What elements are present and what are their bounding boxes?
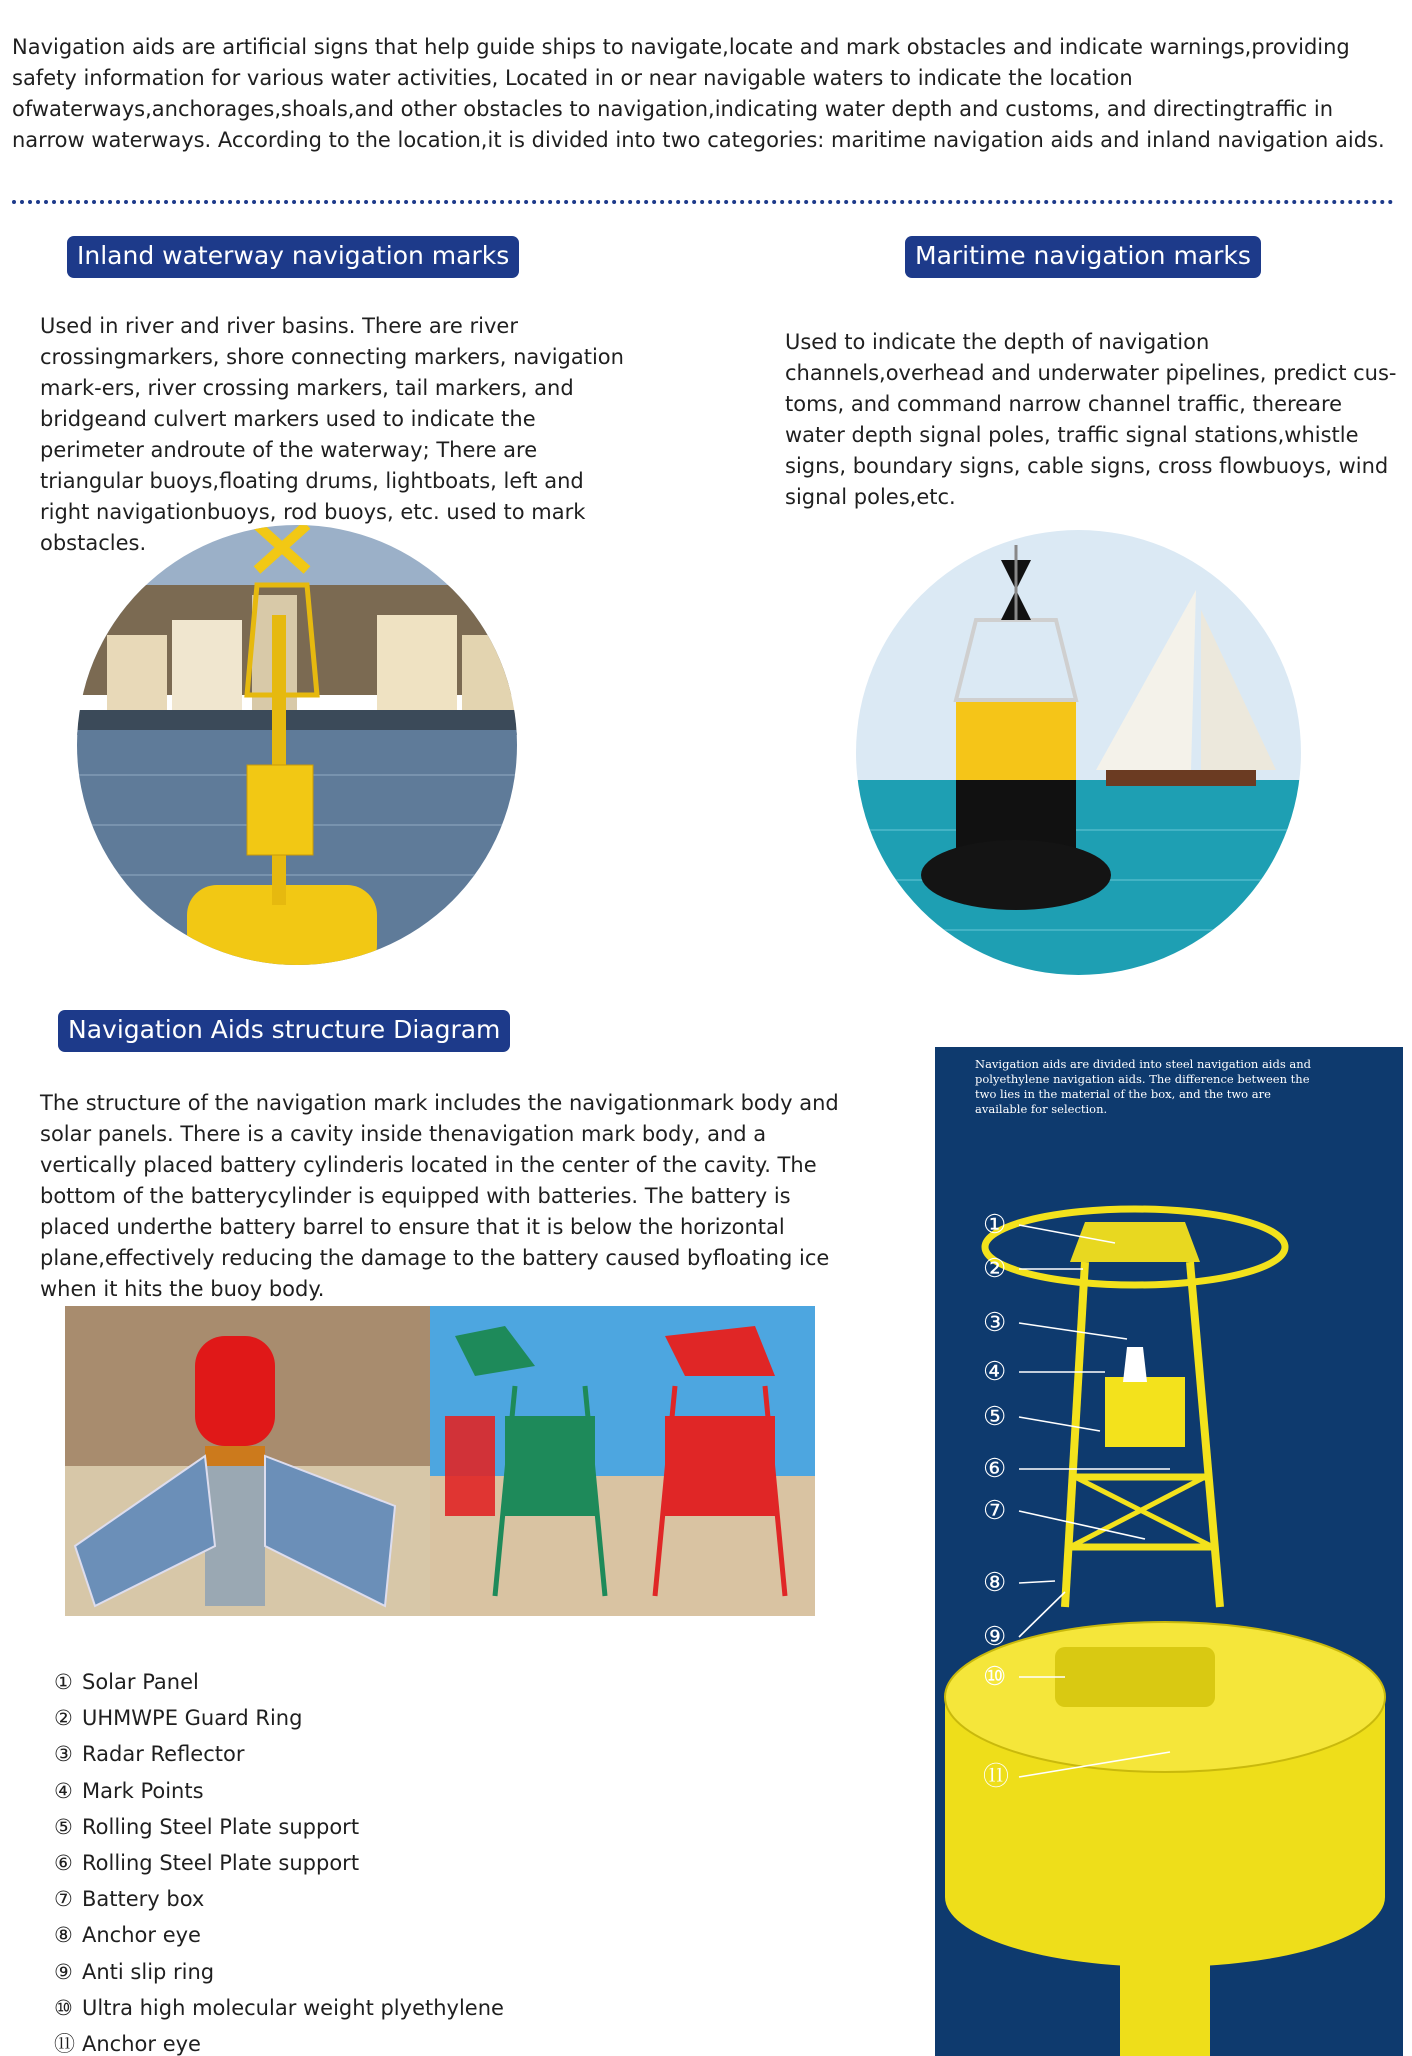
intro-paragraph: Navigation aids are artificial signs that help guide ships to navigate,locate and mark obstacles and indicate warnings,providing safety information for various water activities, Located in or near navigable waters to indicate the location ofwaterways,anchorages,shoals,and other obstacles to navigation,indicating water depth and customs, and directingtraffic in narrow waterways. According to the location,it is divided into two categories: maritime navigation aids and inland navigation aids.: [12, 35, 1385, 152]
maritime-paragraph: Used to indicate the depth of navigation channels,overhead and underwater pipelines, predict cus-toms, and command narrow channel traffic, thereare water depth signal poles, traffic signal stations,whistle signs, boundary signs, cable signs, cross flowbuoys, wind signal poles,etc.: [785, 330, 1397, 509]
callout-10: ⑩: [983, 1662, 1007, 1692]
inland-buoy-photo: [77, 525, 517, 965]
dotted-divider: [12, 200, 1394, 204]
callout-4: ④: [983, 1357, 1007, 1387]
structure-heading: Navigation Aids structure Diagram: [58, 1010, 510, 1052]
list-item: ⑤ Rolling Steel Plate support: [54, 1814, 360, 1839]
callout-7: ⑦: [983, 1496, 1007, 1526]
list-item: ⑧ Anchor eye: [54, 1923, 201, 1948]
callout-1: ①: [983, 1210, 1007, 1240]
list-item: ⑩ Ultra high molecular weight plyethylene: [54, 1995, 504, 2020]
callout-3: ③: [983, 1308, 1007, 1338]
list-item: ⑨ Anti slip ring: [54, 1959, 215, 1984]
list-item: ⑪ Anchor eye: [54, 2031, 201, 2056]
callout-2: ②: [983, 1254, 1007, 1284]
maritime-heading: Maritime navigation marks: [905, 236, 1261, 278]
list-item: ① Solar Panel: [54, 1670, 199, 1694]
list-item: ② UHMWPE Guard Ring: [54, 1706, 303, 1731]
callout-9: ⑨: [983, 1622, 1007, 1652]
list-item: ⑥ Rolling Steel Plate support: [54, 1850, 360, 1875]
list-item: ⑦ Battery box: [54, 1887, 205, 1912]
callout-11: ⑪: [983, 1762, 1010, 1792]
callout-8: ⑧: [983, 1568, 1007, 1598]
inland-heading: Inland waterway navigation marks: [67, 236, 519, 278]
diagram-note: Navigation aids are divided into steel navigation aids and polyethylene navigation aids. The difference between the two lies in the material of the box, and the two are available for selection.: [975, 1057, 1312, 1116]
list-item: ④ Mark Points: [54, 1778, 204, 1803]
list-item: ③ Radar Reflector: [54, 1742, 245, 1767]
product-photos: [65, 1306, 815, 1616]
maritime-buoy-photo: [856, 530, 1301, 975]
callout-6: ⑥: [983, 1454, 1007, 1484]
structure-diagram: [935, 1047, 1403, 2056]
structure-paragraph: The structure of the navigation mark includes the navigationmark body and solar panels. There is a cavity inside thenavigation mark body, and a vertically placed battery cylinderis located in the center of the cavity. The bottom of the batterycylinder is equipped with batteries. The battery is placed underthe battery barrel to ensure that it is below the horizontal plane,effectively reducing the damage to the battery caused byfloating ice when it hits the buoy body.: [40, 1091, 839, 1301]
inland-paragraph: Used in river and river basins. There are river crossingmarkers, shore connecting markers, navigation mark-ers, river crossing markers, tail markers, and bridgeand culvert markers used to indicate the perimeter androute of the waterway; There are triangular buoys,floating drums, lightboats, left and right navigationbuoys, rod buoys, etc. used to mark obstacles.: [40, 314, 624, 555]
parts-list: [54, 1664, 504, 2056]
callout-5: ⑤: [983, 1402, 1007, 1432]
